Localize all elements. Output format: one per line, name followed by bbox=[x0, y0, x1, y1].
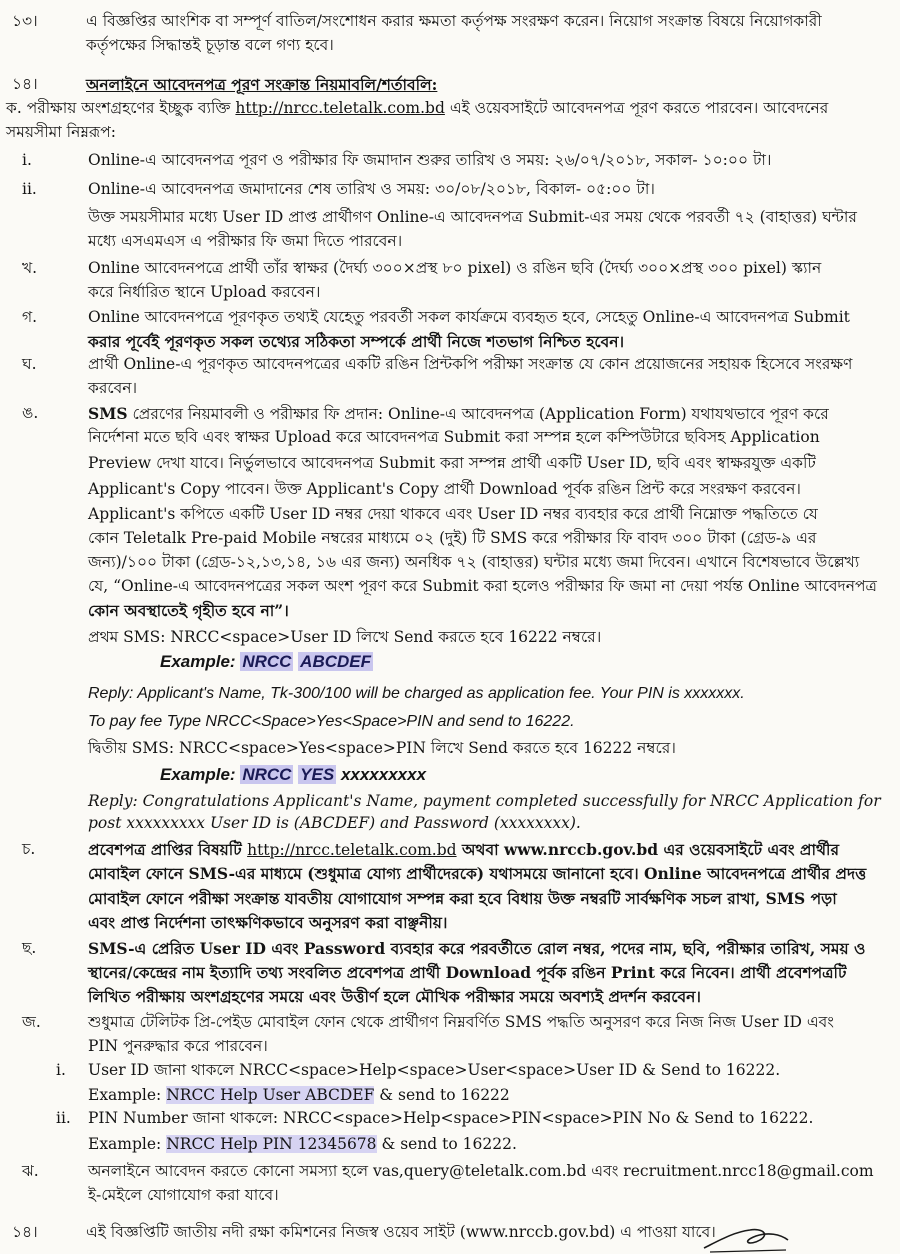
section-14-number: ১৪। bbox=[12, 75, 38, 93]
section-14-heading: অনলাইনে আবেদনপত্র পূরণ সংক্রান্ত নিয়মাবলি/শর্তাবলি: bbox=[86, 75, 438, 94]
item-ja-line-1: শুধুমাত্র টেলিটক প্রি-পেইড মোবাইল ফোন থেকে প্রার্থীগণ নিম্নবর্ণিত SMS পদ্ধতি অনুসরণ করে নিজ নিজ User ID এবং bbox=[88, 1013, 834, 1031]
section-13-line-2: কর্তৃপক্ষের সিদ্ধান্তই চূড়ান্ত বলে গণ্য হবে। bbox=[86, 36, 334, 54]
item-ja-i-example-code: NRCC Help User ABCDEF bbox=[166, 1086, 375, 1104]
item-ja-ii-text: PIN Number জানা থাকলে: NRCC<space>Help<space>PIN<space>PIN No & Send to 16222. bbox=[88, 1109, 814, 1127]
item-kha-number: খ. bbox=[22, 259, 38, 277]
item-cha-line-1 bbox=[88, 838, 888, 862]
example-1-code-b: ABCDEF bbox=[300, 652, 372, 671]
reply-2-line-2: post xxxxxxxxx User ID is (ABCDEF) and Password (xxxxxxxx). bbox=[88, 814, 581, 832]
item-ja-ii-example bbox=[88, 1133, 888, 1156]
item-ja-i-text: User ID জানা থাকলে NRCC<space>Help<space>User<space>User ID & Send to 16222. bbox=[88, 1061, 781, 1079]
item-ka-text-b: এই ওয়েবসাইটে আবেদনপত্র পূরণ করতে পারবেন। আবেদনের bbox=[449, 99, 829, 117]
sms-bold-label: SMS bbox=[88, 404, 128, 423]
item-ja-number: জ. bbox=[22, 1013, 41, 1031]
item-ii-number: ii. bbox=[22, 180, 37, 198]
example-2-code-a: NRCC bbox=[242, 765, 292, 784]
item-uma-line-5: Applicant's কপিতে একটি User ID নম্বর দেয়া থাকবে এবং User ID নম্বর ব্যবহার করে প্রার্থী নিম্নোক্ত পদ্ধতিতে যে bbox=[88, 505, 818, 523]
reply-1-line-2: To pay fee Type NRCC<Space>Yes<Space>PIN and send to 16222. bbox=[88, 713, 575, 730]
item-gha-line-1: প্রার্থী Online-এ পূরণকৃত আবেদনপত্রের একটি রঙিন প্রিন্টকপি পরীক্ষা সংক্রান্ত যে কোন প্রয়োজনের সহায়ক হিসেবে সংরক্ষণ bbox=[88, 355, 853, 373]
second-sms-instruction: দ্বিতীয় SMS: NRCC<space>Yes<space>PIN লিখে Send করতে হবে 16222 নম্বরে। bbox=[88, 739, 676, 757]
item-uma-line-3: Preview দেখা যাবে। নির্ভুলভাবে আবেদনপত্র Submit করা সম্পন্ন প্রার্থী একটি User ID, ছবি এবং স্বাক্ষরযুক্ত একটি bbox=[88, 454, 816, 472]
example-1-code-a: NRCC bbox=[242, 652, 292, 671]
item-cha-text-a: প্রবেশপত্র প্রাপ্তির বিষয়টি bbox=[88, 840, 242, 859]
item-uma-line-7: জন্য)/১০০ টাকা (গ্রেড-১২,১৩,১৪, ১৬ এর জন্য) অনধিক ৭২ (বাহাত্তর) ঘন্টার মধ্যে জমা দিবেন। এখানে বিশেষভাবে উল্লেখ্য bbox=[88, 553, 860, 571]
deadline-note-line-2: মধ্যে এসএমএস এ পরীক্ষার ফি জমা দিতে পারবেন। bbox=[88, 232, 403, 250]
item-uma-line-1-text: প্রেরণের নিয়মাবলী ও পরীক্ষার ফি প্রদান: Online-এ আবেদনপত্র (Application Form) যথাযথভাবে পূরণ করে bbox=[132, 405, 829, 423]
item-uma-number: ঙ. bbox=[22, 404, 39, 422]
section-13-line-1: এ বিজ্ঞপ্তির আংশিক বা সম্পূর্ণ বাতিল/সংশোধন করার ক্ষমতা কর্তৃপক্ষ সংরক্ষণ করেন। নিয়োগ সংক্রান্ত বিষয়ে নিয়োগকারী bbox=[86, 12, 822, 30]
item-cha-line-2: মোবাইল ফোনে SMS-এর মাধ্যমে (শুধুমাত্র যোগ্য প্রার্থীদেরকে) যথাসময়ে জানানো হবে। Online আবেদনপত্রে প্রার্থীর প্রদত্ত bbox=[88, 864, 867, 883]
deadline-note-line-1: উক্ত সময়সীমার মধ্যে User ID প্রাপ্ত প্রার্থীগণ Online-এ আবেদনপত্র Submit-এর সময় থেকে পরবর্তী ৭২ (বাহাত্তর) ঘন্টার bbox=[88, 208, 857, 226]
item-ja-i-example-label: Example: bbox=[88, 1086, 162, 1104]
item-kha-line-1: Online আবেদনপত্রে প্রার্থী তাঁর স্বাক্ষর (দৈর্ঘ্য ৩০০×প্রস্থ ৮০ pixel) ও রঙিন ছবি (দৈর্ঘ্য ৩০০×প্রস্থ ৩০০ pixel) স্ক্যান bbox=[88, 259, 822, 277]
signature-mark bbox=[700, 1210, 790, 1254]
item-jha-line-2: ই-মেইলে যোগাযোগ করা যাবে। bbox=[88, 1186, 279, 1204]
item-cha-line-4: এবং প্রাপ্ত নির্দেশনা তাৎক্ষণিকভাবে অনুসরণ করা বাঞ্ছনীয়। bbox=[88, 913, 448, 932]
item-ja-line-2: PIN পুনরুদ্ধার করে পারবেন। bbox=[88, 1037, 268, 1055]
item-uma-line-8: যে, “Online-এ আবেদনপত্রের সকল অংশ পূরণ করে Submit করা হলেও পরীক্ষার ফি জমা না দেয়া পর্যন্ত Online আবেদনপত্র bbox=[88, 577, 877, 595]
item-ii-text: Online-এ আবেদনপত্র জমাদানের শেষ তারিখ ও সময়: ৩০/০৮/২০১৮, বিকাল- ০৫:০০ টা। bbox=[88, 180, 655, 198]
item-chha-number: ছ. bbox=[22, 939, 37, 957]
item-kha-line-2: করে নির্ধারিত স্থানে Upload করবেন। bbox=[88, 283, 321, 301]
section-15-number: ১৪। bbox=[12, 1223, 38, 1241]
section-15-text: এই বিজ্ঞপ্তিটি জাতীয় নদী রক্ষা কমিশনের নিজস্ব ওয়েব সাইট (www.nrccb.gov.bd) এ পাওয়া যাবে। bbox=[86, 1223, 716, 1241]
item-uma-line-6: কোন Teletalk Pre-paid Mobile নম্বরের মাধ্যমে ০২ (দুই) টি SMS করে পরীক্ষার ফি বাবদ ৩০০ টাকা (গ্রেড-৯ এর bbox=[88, 529, 817, 547]
teletalk-link-2[interactable]: http://nrcc.teletalk.com.bd bbox=[247, 841, 457, 859]
example-2-code-b: YES bbox=[300, 765, 335, 784]
example-2-code-c: xxxxxxxxx bbox=[340, 765, 427, 784]
item-gha-number: ঘ. bbox=[22, 355, 37, 373]
item-uma-line-9: কোন অবস্থাতেই গৃহীত হবে না”। bbox=[88, 601, 289, 620]
reply-1-line-1: Reply: Applicant's Name, Tk-300/100 will be charged as application fee. Your PIN is xxxxxxx. bbox=[88, 685, 745, 702]
item-ka bbox=[6, 97, 886, 120]
item-ja-i-number: i. bbox=[56, 1061, 66, 1079]
first-sms-instruction: প্রথম SMS: NRCC<space>User ID লিখে Send করতে হবে 16222 নম্বরে। bbox=[88, 628, 602, 646]
item-i-text: Online-এ আবেদনপত্র পূরণ ও পরীক্ষার ফি জমাদান শুরুর তারিখ ও সময়: ২৬/০৭/২০১৮, সকাল- ১০:০০ টা। bbox=[88, 151, 772, 169]
item-gha-line-2: করবেন। bbox=[88, 379, 138, 397]
item-ja-i-example-tail: & send to 16222 bbox=[379, 1086, 510, 1104]
section-13-number: ১৩। bbox=[12, 12, 38, 30]
item-ga-line-1: Online আবেদনপত্রে পূরণকৃত তথ্যই যেহেতু পরবর্তী সকল কার্যক্রমে ব্যবহৃত হবে, সেহেতু Online-এ আবেদনপত্র Submit bbox=[88, 308, 850, 326]
example-1 bbox=[160, 650, 760, 673]
item-ka-line-2: সময়সীমা নিম্নরূপ: bbox=[6, 123, 116, 141]
item-jha-line-1: অনলাইনে আবেদন করতে কোনো সমস্যা হলে vas,query@teletalk.com.bd এবং recruitment.nrcc18@gmail.com bbox=[88, 1162, 874, 1180]
item-ja-ii-example-code: NRCC Help PIN 12345678 bbox=[166, 1135, 377, 1153]
item-uma-line-2: নির্দেশনা মতে ছবি এবং স্বাক্ষর Upload করে আবেদনপত্র Submit করা সম্পন্ন হলে কম্পিউটারে ছবিসহ Application bbox=[88, 428, 820, 446]
reply-2-line-1: Reply: Congratulations Applicant's Name, payment completed successfully for NRCC Application for bbox=[88, 792, 881, 810]
item-ja-ii-example-tail: & send to 16222. bbox=[381, 1135, 517, 1153]
item-cha-number: চ. bbox=[22, 840, 36, 858]
item-cha-line-3: মোবাইল ফোনে পরীক্ষা সংক্রান্ত যাবতীয় যোগাযোগ সম্পন্ন করা হবে বিধায় উক্ত নম্বরটি সার্বক্ষণিক সচল রাখা, SMS পড়া bbox=[88, 889, 837, 908]
item-ja-ii-example-label: Example: bbox=[88, 1135, 162, 1153]
item-cha-text-b: অথবা www.nrccb.gov.bd এর ওয়েবসাইটে এবং প্রার্থীর bbox=[461, 840, 839, 859]
item-chha-line-3: লিখিত পরীক্ষায় অংশগ্রহণের সময়ে এবং উত্তীর্ণ হলে মৌখিক পরীক্ষার সময়ে অবশ্যই প্রদর্শন করবেন। bbox=[88, 987, 701, 1006]
item-ja-i-example bbox=[88, 1084, 888, 1107]
teletalk-link[interactable]: http://nrcc.teletalk.com.bd bbox=[235, 99, 445, 117]
item-chha-line-1: SMS-এ প্রেরিত User ID এবং Password ব্যবহার করে পরবর্তীতে রোল নম্বর, পদের নাম, ছবি, পরীক্ষার তারিখ, সময় ও bbox=[88, 939, 866, 958]
example-2-label: Example: bbox=[160, 765, 236, 784]
item-ka-text-a: ক. পরীক্ষায় অংশগ্রহণের ইচ্ছুক ব্যক্তি bbox=[6, 99, 231, 117]
example-2 bbox=[160, 763, 760, 786]
item-chha-line-2: স্থানের/কেন্দ্রের নাম ইত্যাদি তথ্য সংবলিত প্রবেশপত্র প্রার্থী Download পূর্বক রঙিন Print করে নিবেন। প্রার্থী প্রবেশপত্রটি bbox=[88, 963, 847, 982]
item-uma-line-1 bbox=[88, 402, 888, 426]
item-ja-ii-number: ii. bbox=[56, 1109, 71, 1127]
item-uma-line-4: Applicant's Copy পাবেন। উক্ত Applicant's Copy প্রার্থী Download পূর্বক রঙিন প্রিন্ট করে সংরক্ষণ করবেন। bbox=[88, 480, 801, 498]
item-jha-number: ঝ. bbox=[22, 1162, 39, 1180]
item-i-number: i. bbox=[22, 151, 32, 169]
example-1-label: Example: bbox=[160, 652, 236, 671]
item-ga-number: গ. bbox=[22, 308, 38, 326]
item-ga-line-2: করার পূর্বেই পূরণকৃত সকল তথ্যের সঠিকতা সম্পর্কে প্রার্থী নিজে শতভাগ নিশ্চিত হবেন। bbox=[88, 332, 624, 351]
